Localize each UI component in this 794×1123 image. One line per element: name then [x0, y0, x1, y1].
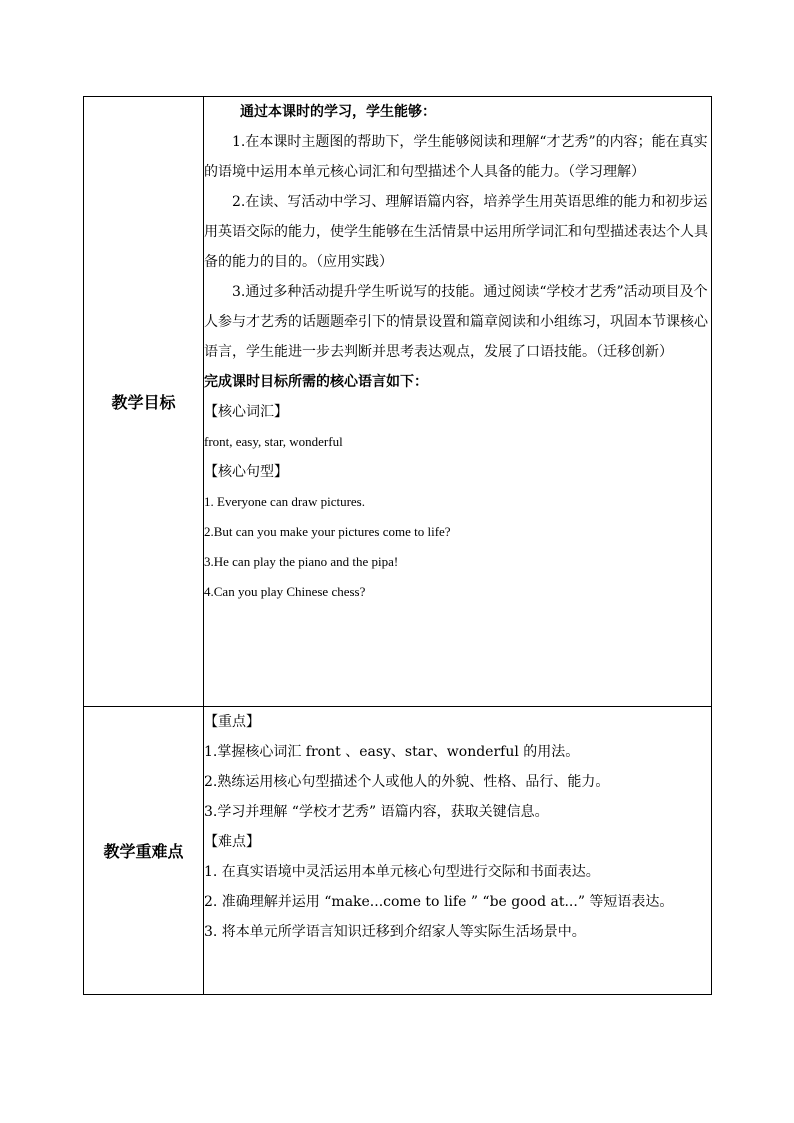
difficulty-item-2: 2. 准确理解并运用 “make...come to life ” “be good at...” 等短语表达。: [204, 894, 674, 910]
difficulty-item-1: 1. 在真实语境中灵活运用本单元核心句型进行交际和书面表达。: [204, 864, 600, 880]
objective-item-2: 2.在读、写活动中学习、理解语篇内容，培养学生用英语思维的能力和初步运用英语交际的能力，使学生能够在生活情景中运用所学词汇和句型描述表达个人具备的能力的目的。（应用实践）: [204, 194, 708, 270]
vocab-list: front, easy, star, wonderful: [204, 434, 343, 449]
objective-item-3: 3.通过多种活动提升学生听说写的技能。通过阅读“学校才艺秀”活动项目及个人参与才艺秀的话题题牵引下的情景设置和篇章阅读和小组练习，巩固本节课核心语言，学生能进一步去判断并思考表达观点，发展了口语技能。（迁移创新）: [204, 284, 708, 360]
core-language-title: 完成课时目标所需的核心语言如下：: [204, 374, 428, 390]
objectives-row: [84, 97, 712, 707]
key-points-content: [204, 707, 712, 995]
objective-item-1: 1.在本课时主题图的帮助下，学生能够阅读和理解“才艺秀”的内容；能在真实的语境中运用本单元核心词汇和句型描述个人具备的能力。（学习理解）: [204, 134, 708, 180]
sentence-2: 2.But can you make your pictures come to life?: [204, 524, 451, 539]
objectives-content: [204, 97, 712, 707]
difficulty-item-3: 3. 将本单元所学语言知识迁移到介绍家人等实际生活场景中。: [204, 924, 586, 940]
key-points-row: [84, 707, 712, 995]
objectives-intro: 通过本课时的学习，学生能够：: [240, 104, 436, 120]
sentence-heading: 【核心句型】: [204, 464, 288, 480]
difficulty-heading: 【难点】: [204, 834, 260, 850]
focus-item-3: 3.学习并理解 “学校才艺秀” 语篇内容，获取关键信息。: [204, 804, 549, 820]
sentence-3: 3.He can play the piano and the pipa!: [204, 554, 399, 569]
sentence-4: 4.Can you play Chinese chess?: [204, 584, 366, 599]
objectives-label: 教学目标: [84, 97, 204, 707]
focus-heading: 【重点】: [204, 714, 260, 730]
vocab-heading: 【核心词汇】: [204, 404, 288, 420]
sentence-1: 1. Everyone can draw pictures.: [204, 494, 365, 509]
focus-item-1: 1.掌握核心词汇 front 、easy、star、wonderful 的用法。: [204, 744, 580, 760]
key-points-label: 教学重难点: [84, 707, 204, 995]
focus-item-2: 2.熟练运用核心句型描述个人或他人的外貌、性格、品行、能力。: [204, 774, 610, 790]
lesson-plan-table: [83, 96, 712, 995]
